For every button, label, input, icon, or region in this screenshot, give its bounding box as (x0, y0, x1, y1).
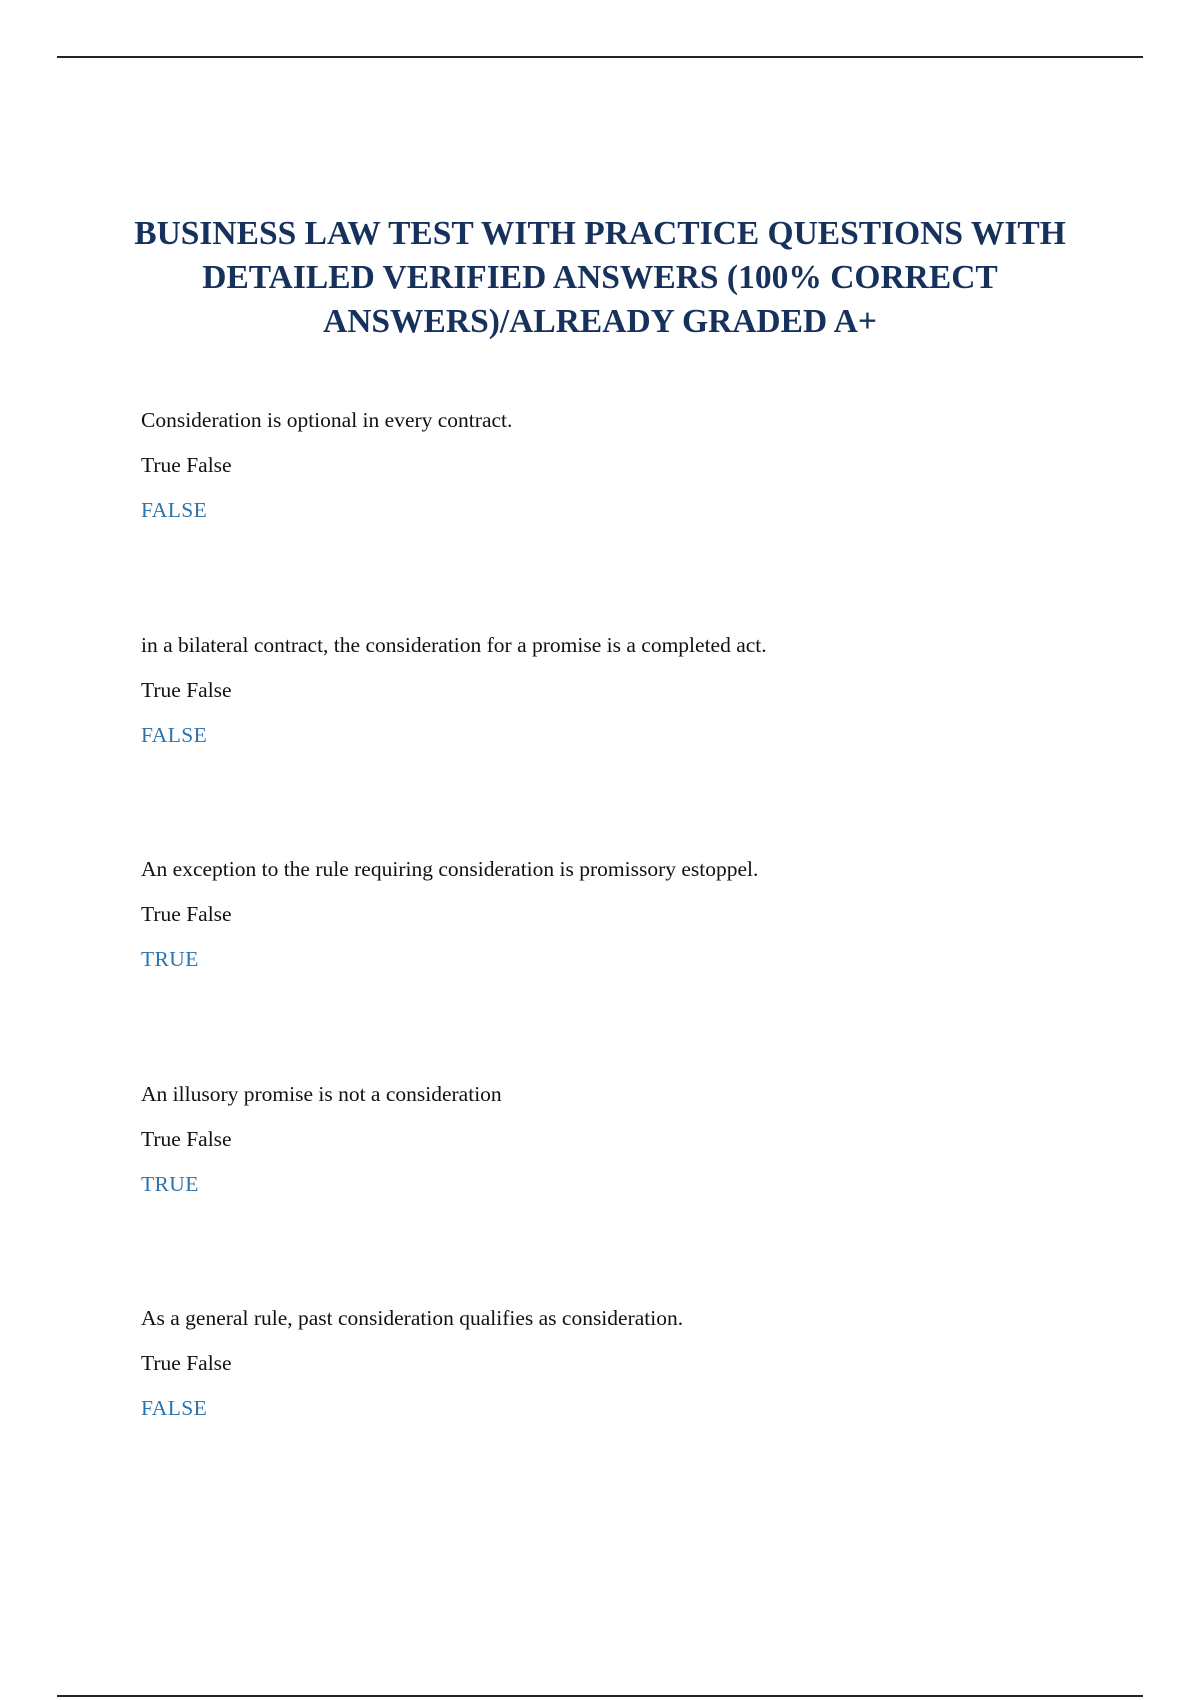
question-answer: TRUE (141, 947, 199, 971)
question-block (141, 1080, 1101, 1198)
question-options: True False (141, 1127, 232, 1151)
header-rule (57, 56, 1143, 58)
document-title: BUSINESS LAW TEST WITH PRACTICE QUESTIONS WITH DETAILED VERIFIED ANSWERS (100% CORRECT ANSWERS)/ALREADY GRADED A+ (134, 215, 1066, 340)
question-block (141, 855, 1101, 973)
question-answer: FALSE (141, 498, 208, 522)
question-options: True False (141, 453, 232, 477)
question-text: An illusory promise is not a consideration (141, 1082, 502, 1106)
question-answer: FALSE (141, 1396, 208, 1420)
question-answer: TRUE (141, 1172, 199, 1196)
question-text: Consideration is optional in every contract. (141, 408, 513, 432)
question-options: True False (141, 902, 232, 926)
question-block (141, 631, 1101, 749)
question-text: in a bilateral contract, the consideration for a promise is a completed act. (141, 633, 767, 657)
question-text: As a general rule, past consideration qualifies as consideration. (141, 1306, 684, 1330)
question-answer: FALSE (141, 723, 208, 747)
question-text: An exception to the rule requiring consideration is promissory estoppel. (141, 857, 759, 881)
question-block (141, 406, 1101, 524)
question-options: True False (141, 1351, 232, 1375)
question-options: True False (141, 678, 232, 702)
footer-rule (57, 1695, 1143, 1697)
question-block (141, 1304, 1101, 1422)
